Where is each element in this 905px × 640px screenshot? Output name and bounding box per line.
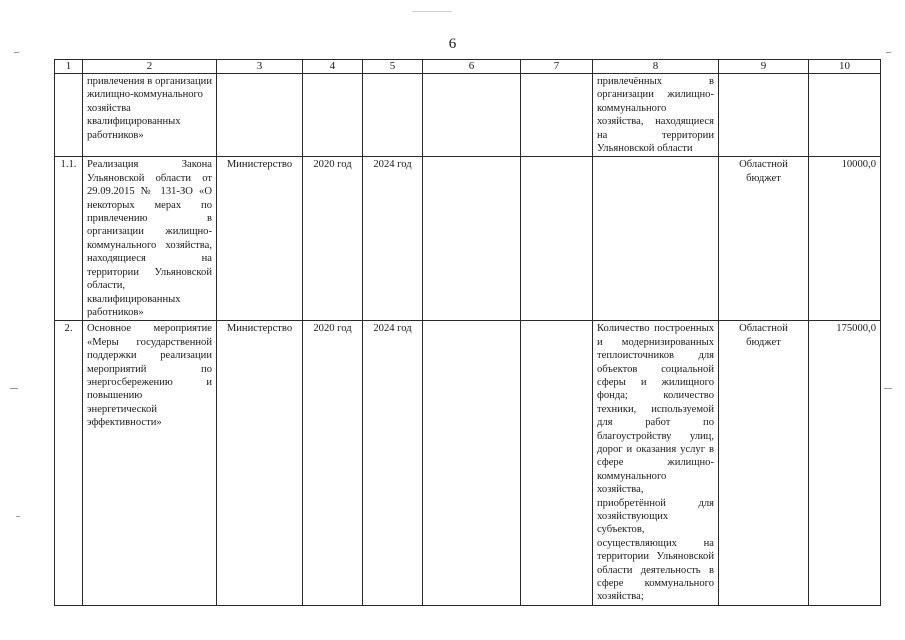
column-7-cell bbox=[521, 321, 593, 606]
table-row bbox=[55, 321, 881, 606]
scan-mark bbox=[14, 52, 19, 53]
measure-name: Реализация Закона Ульяновской области от 29.09.2015 № 131-ЗО «О некоторых мерах по привлечению в организации жилищно-коммунального хозяйства, находящиеся на территории Ульяновской области, квалифицированных работников» bbox=[83, 157, 217, 321]
indicators bbox=[593, 157, 719, 321]
scan-mark bbox=[412, 11, 452, 12]
scan-mark bbox=[10, 388, 18, 389]
funding-amount bbox=[809, 74, 881, 157]
column-6-cell bbox=[423, 157, 521, 321]
table-row bbox=[55, 74, 881, 157]
executor: Министерство bbox=[217, 157, 303, 321]
column-7-cell bbox=[521, 157, 593, 321]
indicators: привлечённых в организации жилищно-коммунального хозяйства, находящиеся на территории Ульяновской области bbox=[593, 74, 719, 157]
table-header-row bbox=[55, 60, 881, 74]
measure-name: Основное мероприятие «Меры государственной поддержки реализации мероприятий по энергосбережению и повышению энергетической эффективности» bbox=[83, 321, 217, 606]
column-header: 6 bbox=[423, 60, 521, 74]
column-6-cell bbox=[423, 74, 521, 157]
column-header: 7 bbox=[521, 60, 593, 74]
scan-mark bbox=[884, 388, 892, 389]
funding-source: Областной бюджет bbox=[719, 321, 809, 606]
start-year bbox=[303, 74, 363, 157]
page-number: 6 bbox=[448, 36, 457, 52]
end-year: 2024 год bbox=[363, 157, 423, 321]
funding-source bbox=[719, 74, 809, 157]
row-number bbox=[55, 74, 83, 157]
column-6-cell bbox=[423, 321, 521, 606]
end-year bbox=[363, 74, 423, 157]
table-row bbox=[55, 157, 881, 321]
column-header: 2 bbox=[83, 60, 217, 74]
executor bbox=[217, 74, 303, 157]
column-header: 5 bbox=[363, 60, 423, 74]
row-number: 1.1. bbox=[55, 157, 83, 321]
column-header: 9 bbox=[719, 60, 809, 74]
program-table bbox=[54, 59, 881, 606]
column-header: 10 bbox=[809, 60, 881, 74]
start-year: 2020 год bbox=[303, 157, 363, 321]
column-header: 3 bbox=[217, 60, 303, 74]
funding-source: Областной бюджет bbox=[719, 157, 809, 321]
scan-mark bbox=[886, 52, 891, 53]
column-header: 4 bbox=[303, 60, 363, 74]
scan-mark bbox=[16, 516, 20, 517]
indicators: Количество построенных и модернизированных теплоисточников для объектов социальной сферы и жилищного фонда; количество техники, используемой для работ по благоустройству улиц, дорог и оказания услуг в сфере жилищно-коммунального хозяйства, приобретённой для хозяйствующих субъектов, осуществляющих на территории Ульяновской области деятельность в сфере коммунального хозяйства; bbox=[593, 321, 719, 606]
row-number: 2. bbox=[55, 321, 83, 606]
start-year: 2020 год bbox=[303, 321, 363, 606]
funding-amount: 175000,0 bbox=[809, 321, 881, 606]
column-header: 1 bbox=[55, 60, 83, 74]
end-year: 2024 год bbox=[363, 321, 423, 606]
column-header: 8 bbox=[593, 60, 719, 74]
executor: Министерство bbox=[217, 321, 303, 606]
column-7-cell bbox=[521, 74, 593, 157]
funding-amount: 10000,0 bbox=[809, 157, 881, 321]
measure-name: привлечения в организации жилищно-коммунального хозяйства квалифицированных работников» bbox=[83, 74, 217, 157]
